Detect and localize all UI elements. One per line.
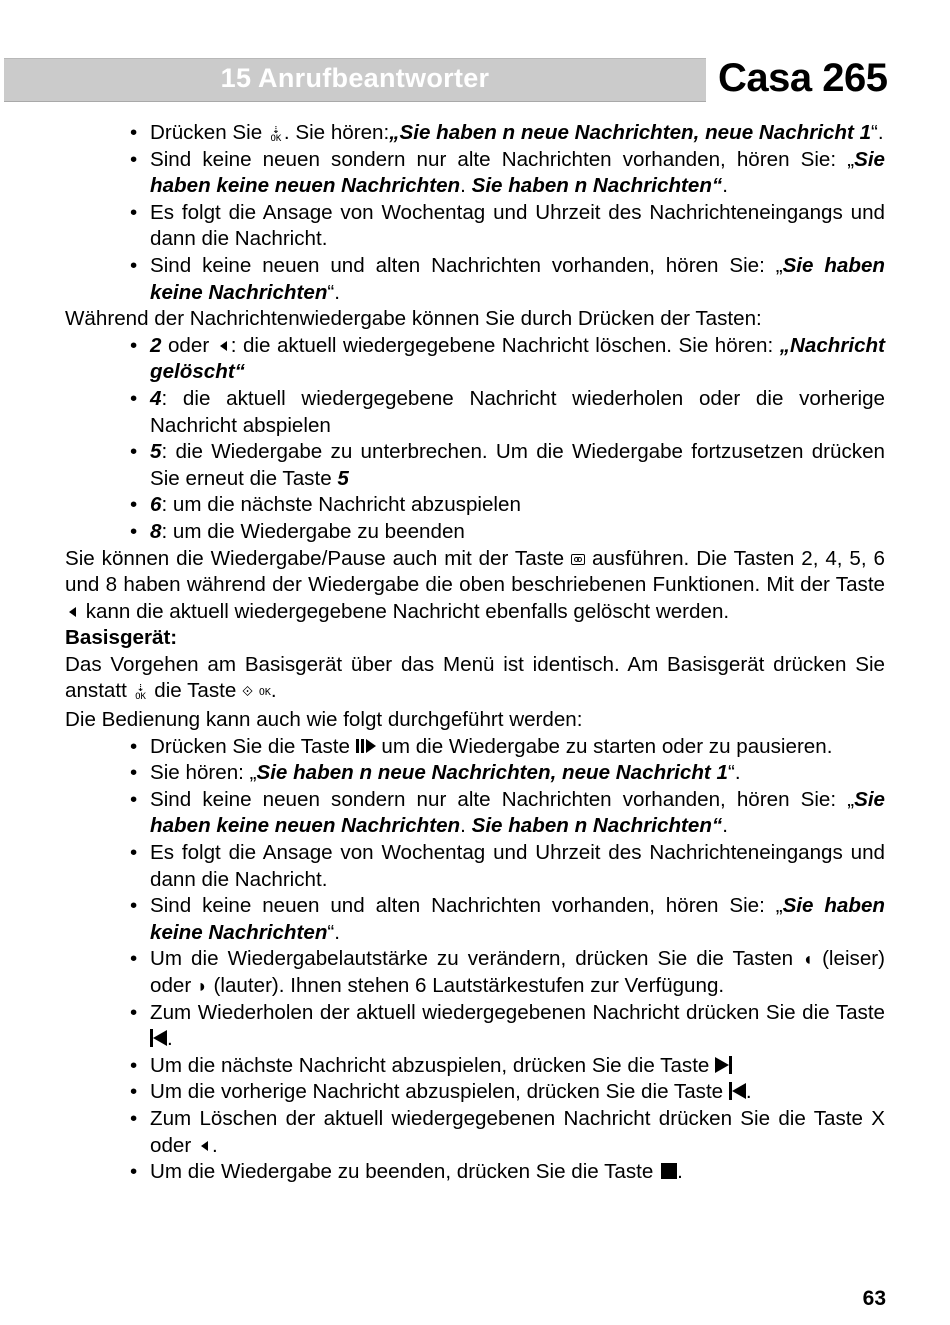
quote: Sie haben n Nachrichten“ bbox=[471, 814, 723, 838]
paragraph bbox=[65, 546, 885, 626]
heading-basisgeraet: Basisgerät: bbox=[65, 626, 178, 650]
play-pause-icon bbox=[356, 739, 376, 753]
text: “. bbox=[327, 920, 340, 944]
manual-text bbox=[65, 120, 885, 1186]
key-label: 6 bbox=[150, 493, 162, 517]
list-item bbox=[150, 893, 885, 946]
paragraph: Während der Nachrichtenwiedergabe können Sie durch Drücken der Tasten: bbox=[65, 307, 762, 331]
list-item bbox=[150, 1159, 885, 1186]
text: . Sie hören: bbox=[283, 121, 390, 144]
text: Drücken Sie bbox=[150, 121, 268, 144]
quote: Sie haben n neue Nachrichten, neue Nachricht 1 bbox=[256, 761, 728, 785]
text: . bbox=[722, 814, 728, 838]
key-label: 5 bbox=[337, 466, 349, 490]
text: um die Wiedergabe zu starten oder zu pausieren. bbox=[375, 734, 833, 758]
text: “. bbox=[727, 761, 741, 785]
paragraph bbox=[65, 652, 885, 707]
text: Zum Wiederholen der aktuell wiedergegebenen Nachricht drücken Sie die Taste bbox=[150, 1000, 885, 1024]
text: . bbox=[167, 1027, 173, 1051]
text: : die aktuell wiedergegebene Nachricht wiederholen oder die vorherige Nachricht abspielen bbox=[150, 386, 885, 437]
list-item bbox=[150, 734, 885, 761]
ok-key-icon: ⇣ OK bbox=[135, 680, 146, 703]
text: . bbox=[745, 1080, 752, 1104]
list-item bbox=[150, 386, 885, 439]
text: oder bbox=[161, 333, 216, 357]
ok-label: OK bbox=[135, 692, 146, 703]
page-number: 63 bbox=[862, 1287, 886, 1310]
list-item bbox=[150, 946, 885, 999]
text: . bbox=[722, 174, 728, 198]
text: . bbox=[211, 1133, 218, 1157]
text: Sind keine neuen sondern nur alte Nachrichten vorhanden, hören Sie: „ bbox=[150, 787, 855, 811]
section-header-bar bbox=[4, 58, 706, 102]
ok-label: OK bbox=[258, 687, 271, 699]
text: . bbox=[270, 679, 277, 703]
skip-back-icon bbox=[729, 1082, 746, 1100]
text: . bbox=[460, 174, 472, 198]
ok-key-icon: ⇣ OK bbox=[270, 122, 282, 144]
text: Sind keine neuen sondern nur alte Nachrichten vorhanden, hören Sie: „ bbox=[150, 147, 855, 171]
key-label: 4 bbox=[150, 386, 162, 410]
left-arrow-key-icon bbox=[201, 1141, 208, 1151]
skip-back-icon bbox=[150, 1029, 167, 1047]
paragraph: Die Bedienung kann auch wie folgt durchgeführt werden: bbox=[65, 708, 583, 732]
text: Um die vorherige Nachricht abzuspielen, drücken Sie die Taste bbox=[150, 1080, 729, 1104]
list-item bbox=[150, 1053, 885, 1080]
list-item bbox=[150, 253, 885, 306]
text: (lauter). Ihnen stehen 6 Lautstärkestufen zur Verfügung. bbox=[207, 974, 725, 997]
text: Um die Wiedergabelautstärke zu verändern, drücken Sie die Tasten bbox=[150, 947, 803, 971]
list-item bbox=[150, 1106, 885, 1159]
list-item bbox=[150, 1079, 885, 1106]
text: Sind keine neuen und alten Nachrichten vorhanden, hören Sie: „ bbox=[150, 894, 783, 918]
text: kann die aktuell wiedergegebene Nachricht ebenfalls gelöscht werden. bbox=[80, 599, 730, 623]
quote: Sie haben keine neuen Nachrichten bbox=[150, 787, 885, 838]
text: : um die Wiedergabe zu beenden bbox=[161, 519, 465, 543]
key-label: 2 bbox=[150, 333, 162, 357]
quote: Sie haben n Nachrichten“ bbox=[471, 174, 723, 198]
volume-up-icon: ◗ bbox=[196, 976, 208, 996]
brand-title: Casa 265 bbox=[718, 56, 888, 100]
text: ausführen. Die Tasten 2, 4, 5, 6 und 8 haben während der Wiedergabe die oben beschriebenen Funktionen. Mit der Taste bbox=[65, 546, 885, 597]
quote: Sie haben keine Nachrichten bbox=[150, 253, 885, 304]
text: Um die Wiedergabe zu beenden, drücken Sie die Taste bbox=[150, 1160, 660, 1184]
text: (leiser) oder bbox=[150, 947, 885, 997]
text: : die aktuell wiedergegebene Nachricht löschen. Sie hören: bbox=[230, 333, 780, 357]
text: . bbox=[677, 1160, 683, 1184]
key-label: 5 bbox=[150, 440, 162, 464]
text: Drücken Sie die Taste bbox=[150, 734, 356, 758]
list-item bbox=[150, 760, 885, 787]
left-arrow-key-icon bbox=[220, 341, 227, 351]
key-label: 8 bbox=[150, 519, 162, 543]
quote: Sie haben keine Nachrichten bbox=[150, 894, 885, 944]
text: Sind keine neuen und alten Nachrichten vorhanden, hören Sie: „ bbox=[150, 253, 783, 277]
quote: Sie haben keine neuen Nachrichten bbox=[150, 147, 885, 198]
list-item bbox=[150, 1000, 885, 1053]
skip-forward-icon bbox=[715, 1056, 732, 1074]
text: : um die nächste Nachricht abzuspielen bbox=[161, 493, 521, 517]
list-item bbox=[150, 787, 885, 840]
list-item bbox=[150, 492, 885, 519]
list-item: • Es folgt die Ansage von Wochentag und Uhrzeit des Nachrichteneingangs und dann die Nachricht. bbox=[150, 840, 885, 893]
text: Zum Löschen der aktuell wiedergegebenen Nachricht drücken Sie die Taste X oder bbox=[150, 1106, 885, 1157]
list-item bbox=[150, 519, 885, 546]
quote: „Sie haben n neue Nachrichten, neue Nachricht 1 bbox=[389, 121, 872, 144]
text: : die Wiedergabe zu unterbrechen. Um die Wiedergabe fortzusetzen drücken Sie erneut die Taste bbox=[150, 440, 885, 490]
list-item bbox=[150, 120, 885, 147]
text: Sie können die Wiedergabe/Pause auch mit der Taste bbox=[65, 546, 572, 570]
text: die Taste bbox=[148, 679, 243, 703]
list-item bbox=[150, 333, 885, 386]
list-item bbox=[150, 439, 885, 492]
text: Das Vorgehen am Basisgerät über das Menü ist identisch. Am Basisgerät drücken Sie anstatt bbox=[65, 652, 885, 703]
text: . bbox=[460, 814, 472, 838]
text: Sie hören: „ bbox=[150, 761, 257, 785]
stop-icon bbox=[661, 1163, 677, 1179]
text: “. bbox=[327, 280, 340, 304]
text: “. bbox=[871, 121, 884, 144]
section-title: 15 Anrufbeantworter bbox=[220, 63, 490, 93]
list-item bbox=[150, 147, 885, 200]
quote: „Nachricht gelöscht“ bbox=[150, 333, 885, 384]
volume-down-icon: ◖ bbox=[802, 949, 814, 970]
menu-arrow-icon: ⟐ bbox=[242, 683, 254, 700]
list-item: • Es folgt die Ansage von Wochentag und Uhrzeit des Nachrichteneingangs und dann die Nachricht. bbox=[150, 200, 885, 253]
left-arrow-key-icon bbox=[69, 607, 76, 617]
text: Um die nächste Nachricht abzuspielen, drücken Sie die Taste bbox=[150, 1053, 716, 1077]
answering-machine-icon bbox=[571, 554, 585, 565]
ok-label: OK bbox=[270, 134, 282, 144]
